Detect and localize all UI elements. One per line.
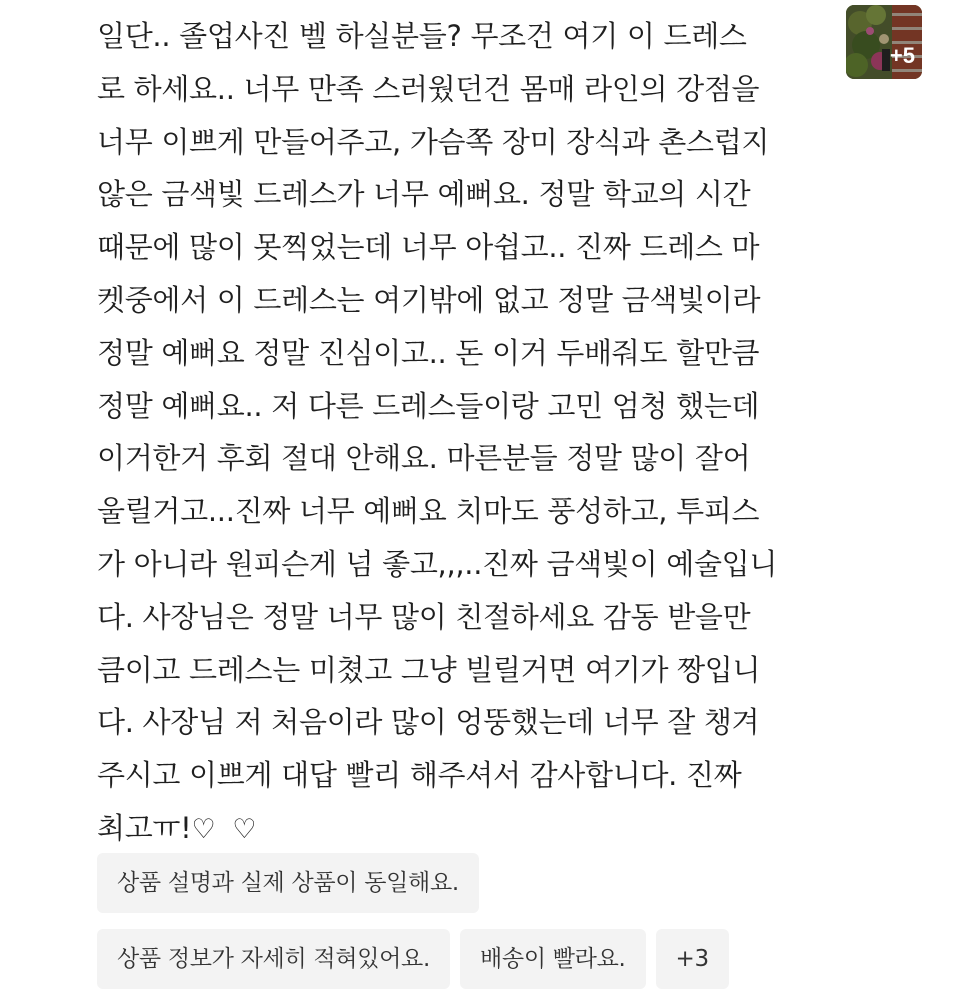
review-line: 일단.. 졸업사진 벨 하실분들? 무조건 여기 이 드레스 bbox=[97, 19, 747, 53]
review-line: 가 아니라 원피슨게 넘 좋고,,,..진짜 금색빛이 예술입니 bbox=[97, 546, 778, 581]
review-line: 너무 이쁘게 만들어주고, 가슴쪽 장미 장식과 촌스럽지 bbox=[97, 124, 770, 159]
heart-icons: ♡ ♡ bbox=[191, 813, 261, 845]
review-line: 주시고 이쁘게 대답 빨리 해주셔서 감사합니다. 진짜 bbox=[97, 758, 742, 793]
tag-row bbox=[97, 853, 857, 913]
tag-chip-fast-delivery[interactable]: 배송이 빨라요. bbox=[460, 929, 646, 989]
review-line: 않은 금색빛 드레스가 너무 예뻐요. 정말 학교의 시간 bbox=[97, 177, 751, 212]
review-last-text: 최고ㅠ! bbox=[97, 810, 192, 845]
tag-chip-description-match[interactable]: 상품 설명과 실제 상품이 동일해요. bbox=[97, 853, 479, 913]
review-line: 다. 사장님 저 처음이라 많이 엉뚱했는데 너무 잘 챙겨 bbox=[97, 705, 760, 740]
review-line: 큼이고 드레스는 미쳤고 그냥 빌릴거면 여기가 짱입니 bbox=[97, 652, 761, 687]
review-line: 다. 사장님은 정말 너무 많이 친절하세요 감동 받을만 bbox=[97, 599, 751, 634]
photo-more-count: +5 bbox=[889, 43, 915, 68]
review-photo-thumbnail[interactable] bbox=[846, 5, 922, 79]
review-tags bbox=[97, 853, 857, 1005]
tag-chip-more[interactable]: +3 bbox=[656, 929, 729, 989]
review-line-last bbox=[97, 802, 827, 855]
review-line: 이거한거 후회 절대 안해요. 마른분들 정말 많이 잘어 bbox=[97, 441, 751, 476]
review-line: 정말 예뻐요.. 저 다른 드레스들이랑 고민 엄청 했는데 bbox=[97, 388, 760, 423]
review-body bbox=[97, 10, 827, 855]
review-line: 켓중에서 이 드레스는 여기밖에 없고 정말 금색빛이라 bbox=[97, 282, 761, 317]
review-line: 정말 예뻐요 정말 진심이고.. 돈 이거 두배줘도 할만큼 bbox=[97, 335, 760, 370]
review-line: 때문에 많이 못찍었는데 너무 아쉽고.. 진짜 드레스 마 bbox=[97, 230, 760, 265]
review-line: 로 하세요.. 너무 만족 스러웠던건 몸매 라인의 강점을 bbox=[97, 71, 760, 106]
review-line: 울릴거고...진짜 너무 예뻐요 치마도 풍성하고, 투피스 bbox=[97, 494, 760, 529]
tag-chip-detailed-info[interactable]: 상품 정보가 자세히 적혀있어요. bbox=[97, 929, 450, 989]
tag-row bbox=[97, 929, 857, 989]
